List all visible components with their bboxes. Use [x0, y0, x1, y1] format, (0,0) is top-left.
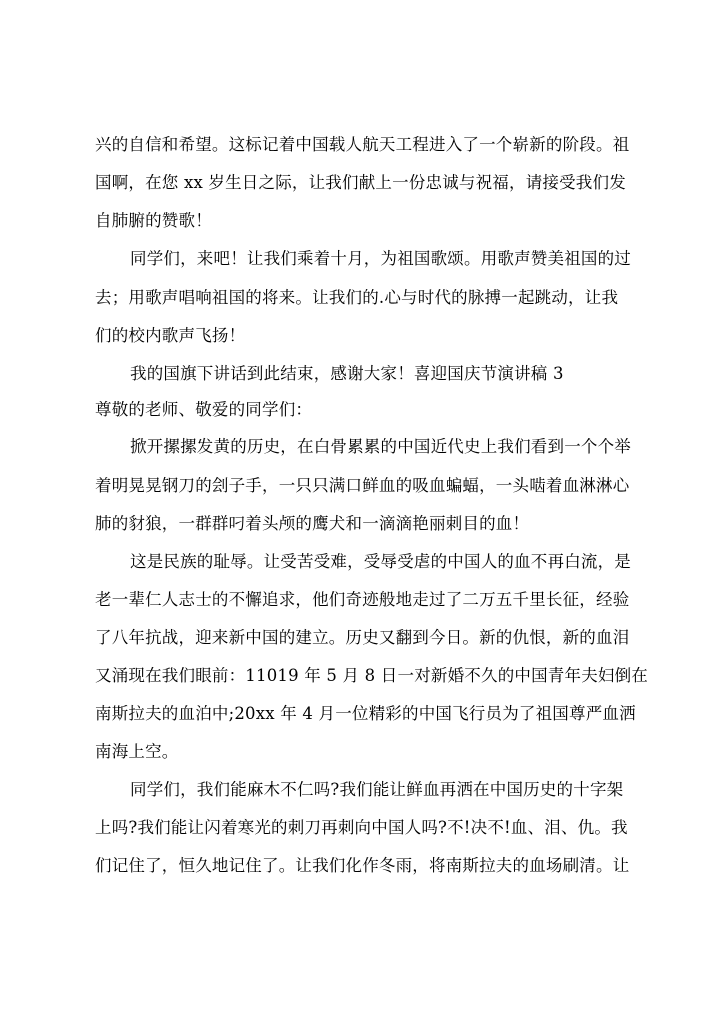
text-line: 自肺腑的赞歌！ — [95, 211, 212, 230]
paragraph-first-line: 同学们，来吧！让我们乘着十月，为祖国歌颂。用歌声赞美祖国的过 — [130, 249, 631, 268]
text-line: 去；用歌声唱响祖国的将来。让我们的.心与时代的脉搏一起跳动，让我 — [95, 288, 619, 307]
paragraph-first-line: 掀开摞摞发黄的历史，在白骨累累的中国近代史上我们看到一个个举 — [130, 437, 631, 456]
paragraph-first-line: 这是民族的耻辱。让受苦受难，受辱受虐的中国人的血不再白流，是 — [130, 552, 631, 571]
text-line: 了八年抗战，迎来新中国的建立。历史又翻到今日。新的仇恨，新的血泪 — [95, 628, 630, 647]
text-line: 们的校内歌声飞扬！ — [95, 326, 246, 345]
text-line: 又涌现在我们眼前：11019 年 5 月 8 日一对新婚不久的中国青年夫妇倒在 — [95, 666, 649, 685]
text-line: 肺的豺狼，一群群叼着头颅的鹰犬和一滴滴艳丽刺目的血！ — [95, 514, 530, 533]
text-line: 南斯拉夫的血泊中;20xx 年 4 月一位精彩的中国飞行员为了祖国尊严血洒 — [95, 704, 636, 723]
text-line: 老一辈仁人志士的不懈追求，他们奇迹般地走过了二万五千里长征，经验 — [95, 590, 630, 609]
salutation-line: 尊敬的老师、敬爱的同学们： — [95, 400, 313, 419]
text-line: 着明晃晃钢刀的刽子手，一只只满口鲜血的吸血蝙蝠，一头啮着血淋淋心 — [95, 476, 630, 495]
paragraph-first-line: 同学们，我们能麻木不仁吗?我们能让鲜血再洒在中国历史的十字架 — [130, 780, 624, 799]
text-line: 们记住了，恒久地记住了。让我们化作冬雨，将南斯拉夫的血场刷清。让 — [95, 856, 630, 875]
text-line: 国啊，在您 xx 岁生日之际，让我们献上一份忠诚与祝福，请接受我们发 — [95, 173, 626, 192]
text-line: 南海上空。 — [95, 742, 179, 761]
text-line: 上吗?我们能让闪着寒光的刺刀再刺向中国人吗?不!决不!血、泪、仇。我 — [95, 818, 628, 837]
paragraph-first-line: 我的国旗下讲话到此结束，感谢大家！喜迎国庆节演讲稿 3 — [130, 364, 564, 383]
text-line: 兴的自信和希望。这标记着中国载人航天工程进入了一个崭新的阶段。祖 — [95, 135, 630, 154]
